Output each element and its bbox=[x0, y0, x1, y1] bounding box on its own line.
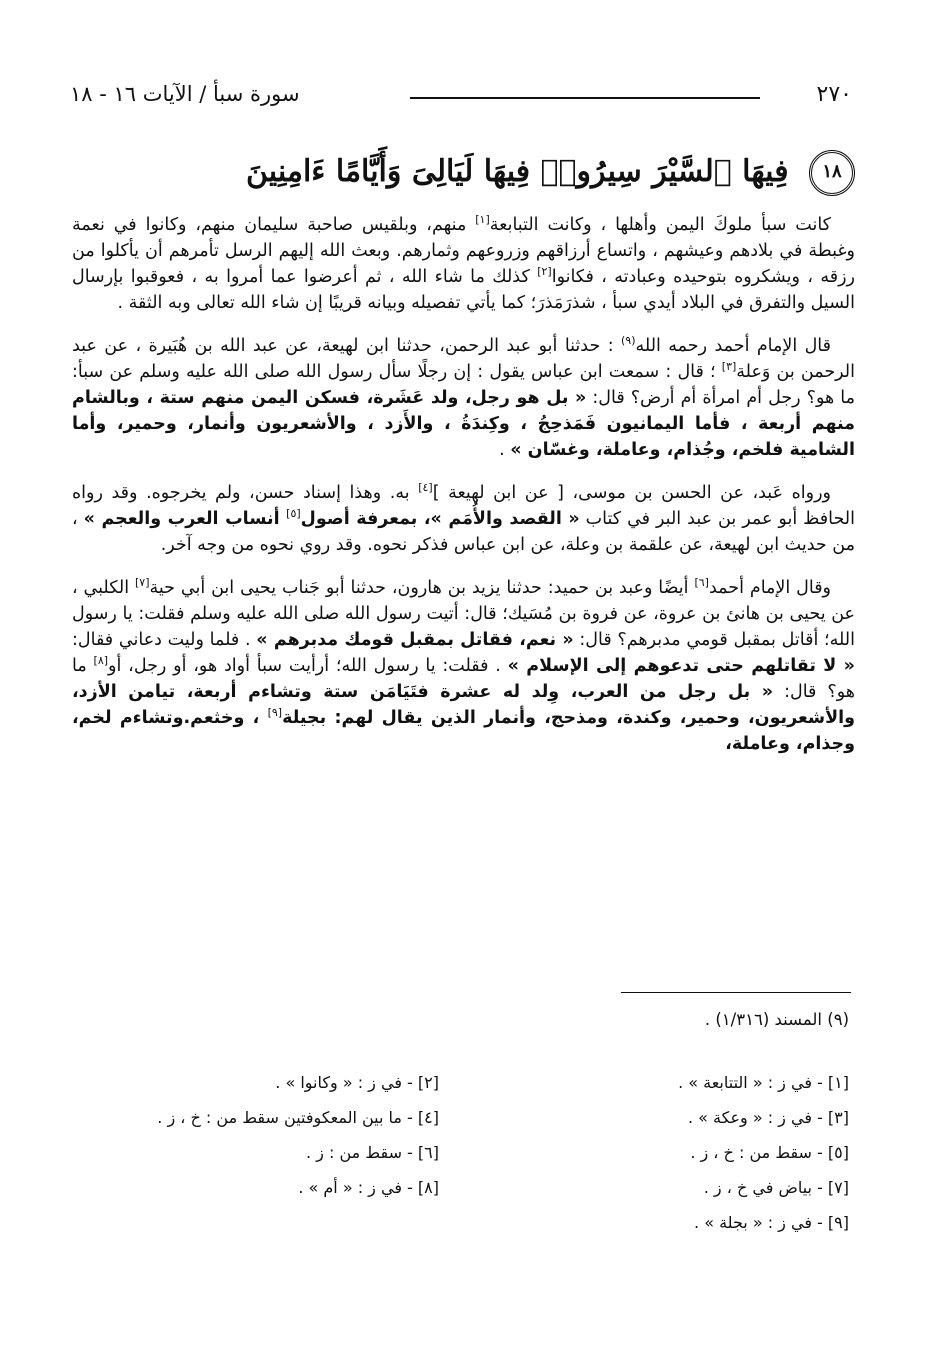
footnote-reference: [٥] bbox=[286, 507, 301, 521]
manuscript-note: [٤] - ما بين المعكوفتين سقط من : خ ، ز . bbox=[157, 1108, 439, 1127]
paragraph-text: . فقلت: يا رسول الله؛ أرأيت سبأ أواد هو، أو رجل، أو bbox=[108, 656, 508, 676]
commentary-paragraph bbox=[72, 333, 855, 463]
commentary-paragraph bbox=[72, 480, 855, 558]
paragraph-text: أيضًا وعبد بن حميد: حدثنا يزيد بن هارون، حدثنا أبو جَناب يحيى ابن أبي حية bbox=[149, 578, 695, 598]
hadith-quote: ، وخثعم. bbox=[183, 708, 268, 728]
hadith-quote: « بل هو رجل، ولد عَشَرة، فسكن اليمن منهم ستة ، وبالشام منهم أربعة ، فأما اليمانيون فَمَذحِجُ ، وكِندَةُ ، والأَزد ، والأشعريون وأنمار، وحمير، وأما الشامية فلخم، وجُذام، وعاملة، وغسّان » bbox=[72, 388, 855, 460]
hadith-quote: وتشاءم لخم، وجذام، وعاملة، bbox=[72, 708, 855, 754]
footnote-source: (٩) المسند (١/٣١٦) . bbox=[704, 1010, 849, 1029]
paragraph-text: وقال الإمام أحمد bbox=[708, 578, 832, 598]
manuscript-note: [٩] - في ز : « بجلة » . bbox=[694, 1213, 849, 1232]
paragraph-text: ، من حديث ابن لهيعة، عن علقمة بن وعلة، عن ابن عباس فذكر نحوه. وقد روي نحوه من وجه آخر. bbox=[72, 509, 855, 555]
footnote-reference: [١] bbox=[475, 213, 490, 227]
notes-column-left bbox=[79, 1065, 439, 1205]
verse-text: فِيهَا ٱلسَّيْرَ سِيرُوا۟ فِيهَا لَيَالِىَ وَأَيَّامًا ءَامِنِينَ bbox=[245, 154, 789, 189]
manuscript-note: [٢] - في ز : « وكانوا » . bbox=[275, 1073, 439, 1092]
commentary-paragraph bbox=[72, 575, 855, 757]
footnote-reference: [٢] bbox=[537, 265, 552, 279]
footnote-separator bbox=[621, 992, 851, 993]
notes-column-right bbox=[489, 1065, 849, 1240]
paragraph-text: الكلبي ، عن يحيى بن هانئ بن عروة، عن فروة بن مُسَيك؛ قال: أتيت رسول الله صلى الله عليه وسلم فقلت: يا رسول الله؛ أقاتل بمقبل قومي مدبرهم؟ قال: bbox=[72, 578, 855, 650]
paragraph-text: قال الإمام أحمد رحمه الله bbox=[635, 336, 832, 356]
paragraph-text: ؛ قال : سمعت ابن عباس يقول : إن رجلًا سأل رسول الله صلى الله عليه وسلم عن سبأ: ما هو؟ رجل أم امرأة أم أرض؟ قال: bbox=[72, 362, 856, 408]
hadith-quote: « نعم، فقاتل بمقبل قومك مدبرهم » bbox=[256, 630, 574, 650]
paragraph-text: منهم، وبلقيس صاحبة سليمان منهم، وكانوا في نعمة وغبطة في بلادهم وعيشهم ، واتساع أرزاقهم وزروعهم وثمارهم. وبعث الله إليهم الرسل تأمرهم أن يأكلوا من رزقه ، ويشكروه بتوحيده وعبادته ، فكانوا bbox=[72, 215, 855, 287]
footnote-reference: [٧] bbox=[134, 576, 150, 590]
footnote-reference: (٩) bbox=[621, 334, 636, 348]
paragraph-text: ورواه عَبد، عن الحسن بن موسى، [ عن ابن لهيعة ] bbox=[432, 483, 831, 503]
footnote-reference: [٣] bbox=[721, 360, 737, 374]
paragraph-text: كذلك ما شاء الله ، ثم أعرضوا عما أمروا به ، فعوقبوا بإرسال السيل والتفرق في البلاد أيدي سبأ ، شذرَمَذرَ؛ كما يأتي تفصيله وبيانه قريبًا إن شاء الله تعالى وبه الثقة . bbox=[72, 267, 855, 313]
paragraph-text: به. وهذا إسناد حسن، ولم يخرجوه. وقد رواه الحافظ أبو عمر بن عبد البر في كتاب bbox=[72, 483, 855, 529]
commentary-body bbox=[72, 212, 855, 774]
paragraph-text: ما هو؟ قال: bbox=[72, 656, 855, 702]
verse-number-marker: ١٨ bbox=[809, 150, 855, 196]
header-rule bbox=[410, 97, 760, 99]
surah-title: سورة سبأ / الآيات ١٦ - ١٨ bbox=[70, 82, 300, 106]
commentary-paragraph bbox=[72, 212, 855, 316]
manuscript-note: [١] - في ز : « التتابعة » . bbox=[678, 1073, 849, 1092]
footnote-reference: [٨] bbox=[93, 654, 109, 668]
hadith-quote: أنساب العرب والعجم » bbox=[83, 509, 287, 529]
manuscript-note: [٣] - في ز : « وعكة » . bbox=[688, 1108, 849, 1127]
footnote-reference: [٩] bbox=[267, 706, 283, 720]
footnote-reference: [٦] bbox=[694, 576, 709, 590]
manuscript-note: [٨] - في ز : « أم » . bbox=[298, 1178, 439, 1197]
manuscript-note: [٥] - سقط من : خ ، ز . bbox=[690, 1143, 849, 1162]
paragraph-text: . bbox=[499, 440, 511, 460]
paragraph-text: كانت سبأ ملوكَ اليمن وأهلها ، وكانت التبابعة bbox=[489, 215, 831, 235]
footnote-reference: [٤] bbox=[418, 481, 433, 495]
page-number: ٢٧٠ bbox=[816, 82, 852, 107]
running-head bbox=[70, 82, 852, 116]
hadith-quote: « القصد والأُمَم »، بمعرفة أصول bbox=[300, 509, 580, 529]
hadith-quote: « بل رجل من العرب، وِلد له عشرة فتَيَامَن ستة وتشاءم أربعة، تيامن الأزد، والأشعريون، وحمير، وكندة، ومذحج، وأنمار الذين يقال لهم: بجيلة bbox=[72, 682, 855, 728]
manuscript-note: [٧] - بياض في خ ، ز . bbox=[703, 1178, 849, 1197]
paragraph-text: : حدثنا أبو عبد الرحمن، حدثنا ابن لهيعة، عن عبد الله بن هُبَيرة ، عن عبد الرحمن بن وَعلة bbox=[72, 336, 855, 382]
manuscript-note: [٦] - سقط من : ز . bbox=[305, 1143, 439, 1162]
quran-verse bbox=[72, 150, 855, 200]
hadith-quote: « لا تقاتلهم حتى تدعوهم إلى الإسلام » bbox=[507, 656, 855, 676]
paragraph-text: . فلما وليت دعاني فقال: bbox=[72, 630, 257, 650]
